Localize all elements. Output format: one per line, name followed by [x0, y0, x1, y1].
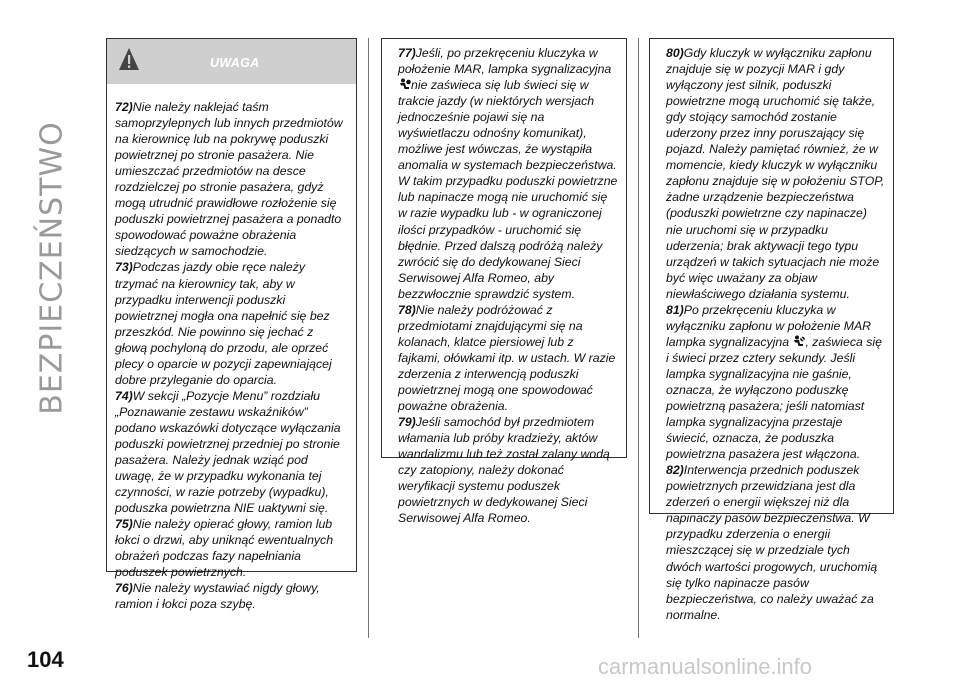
notes-box-right — [649, 38, 894, 622]
warning-header — [107, 39, 356, 84]
note-81: 81)Po przekręceniu kluczyka w wyłączniku zapłonu w położenie MAR lampka sygnalizacyjna , zaświeca się i świeci przez cztery sekundy. Jeśli lampka sygnalizacyjna nie gaśnie, oznacza, że wyłączono poduszkę powietrzną pasażera; jeśli natomiast lampka sygnalizacyjna przestaje świecić, oznacza, że poduszka powietrzna pasażera jest włączona. — [666, 302, 882, 462]
column-divider-left — [368, 38, 369, 638]
note-82: 82)Interwencja przednich poduszek powietrznych przewidziana jest dla zderzeń o energii większej niż dla napinaczy pasów bezpieczeństwa. W przypadku zderzenia o energii mieszczącej się w przedziale tych dwóch wartości progowych, uruchomią się tylko napinacze pasów bezpieczeństwa, co należy uważać za normalne. — [666, 463, 878, 622]
note-80: 80)Gdy kluczyk w wyłączniku zapłonu znajduje się w pozycji MAR i gdy wyłączony jest silnik, poduszki powietrzne mogą uruchomić się także, gdy stojący samochód zostanie uderzony przez inny poruszający się pojazd. Należy pamiętać również, że w momencie, kiedy kluczyk w wyłączniku zapłonu znajduje się w położeniu STOP, żadne urządzenie bezpieczeństwa (poduszki powietrzne czy napinacze) nie uruchomi się w przypadku uderzenia; brak aktywacji tego typu urządzeń w takich sytuacjach nie może być więc uważany za objaw niewłaściwego działania systemu. — [666, 46, 885, 301]
note-73: 73)Podczas jazdy obie ręce należy trzymać na kierownicy tak, aby w przypadku interwencji poduszki powietrznej mogła ona napełnić się bez przeszkód. Nie powinno się jechać z głową pochyloną do przodu, ale oprzeć plecy o oparcie w pozycji zapewniającej dobre przyleganie do oparcia. — [115, 260, 332, 387]
airbag-lamp-icon — [398, 78, 411, 91]
section-title: BEZPIECZEŃSTWO — [34, 121, 70, 415]
page-number: 104 — [27, 647, 64, 672]
note-72: 72)Nie należy naklejać taśm samoprzylepnych lub innych przedmiotów na kierownicę lub na pokrywę poduszki powietrznej po stronie pasażera. Nie umieszczać przedmiotów na desce rozdzielczej po stronie pasażera, gdyż mogą utrudnić prawidłowe rozłożenie się poduszki powietrznej pasażera a ponadto spowodować poważne obrażenia siedzących w samochodzie. — [115, 100, 343, 259]
note-76: 76)Nie należy wystawiać nigdy głowy, ramion i łokci poza szybę. — [115, 581, 320, 612]
airbag-off-lamp-icon — [792, 335, 805, 348]
notes-box-middle — [381, 38, 627, 526]
note-75: 75)Nie należy opierać głowy, ramion lub łokci o drzwi, aby uniknąć ewentualnych obrażeń podczas fazy napełniania poduszek powietrznych. — [115, 517, 334, 580]
note-79: 79)Jeśli samochód był przedmiotem włamania lub próby kradzieży, aktów wandalizmu lub też został zalany wodą czy zatopiony, należy dokonać weryfikacji systemu poduszek powietrznych w dedykowanej Sieci Serwisowej Alfa Romeo. — [398, 415, 610, 526]
warning-triangle-icon — [118, 47, 140, 75]
note-77: 77)Jeśli, po przekręceniu kluczyka w położenie MAR, lampka sygnalizacyjna nie zaświeca się lub świeci się w trakcie jazdy (w niektórych wersjach jednocześnie pojawi się na wyświetlaczu odnośny komunikat), możliwe jest wówczas, że wystąpiła anomalia w systemach bezpieczeństwa. W takim przypadku poduszki powietrzne lub napinacze mogą nie uruchomić się w razie wypadku lub - w ograniczonej ilości przypadków - uruchomić się błędnie. Przed dalszą podróżą należy zwrócić się do dedykowanej Sieci Serwisowej Alfa Romeo, aby bezzwłocznie sprawdzić system. — [398, 46, 618, 301]
note-78: 78)Nie należy podróżować z przedmiotami znajdującymi się na kolanach, klatce piersiowej lub z fajkami, ołówkami itp. w ustach. W razie zderzenia z interwencją poduszki powietrznej mogą one spowodować poważne obrażenia. — [398, 302, 616, 414]
column-divider-right — [638, 38, 639, 638]
warning-content — [107, 84, 356, 613]
warning-title: UWAGA — [210, 56, 260, 70]
warning-box — [106, 38, 357, 612]
watermark: carmanualsonline.info — [598, 654, 813, 679]
note-74: 74)W sekcji „Pozycje Menu” rozdziału „Poznawanie zestawu wskaźników” podano wskazówki dotyczące wyłączania poduszki powietrznej przedniej po stronie pasażera. Należy jednak wziąć pod uwagę, że w przypadku wykonania tej czynności, w razie potrzeby (wypadku), poduszka powietrzna NIE uaktywni się. — [115, 388, 341, 516]
